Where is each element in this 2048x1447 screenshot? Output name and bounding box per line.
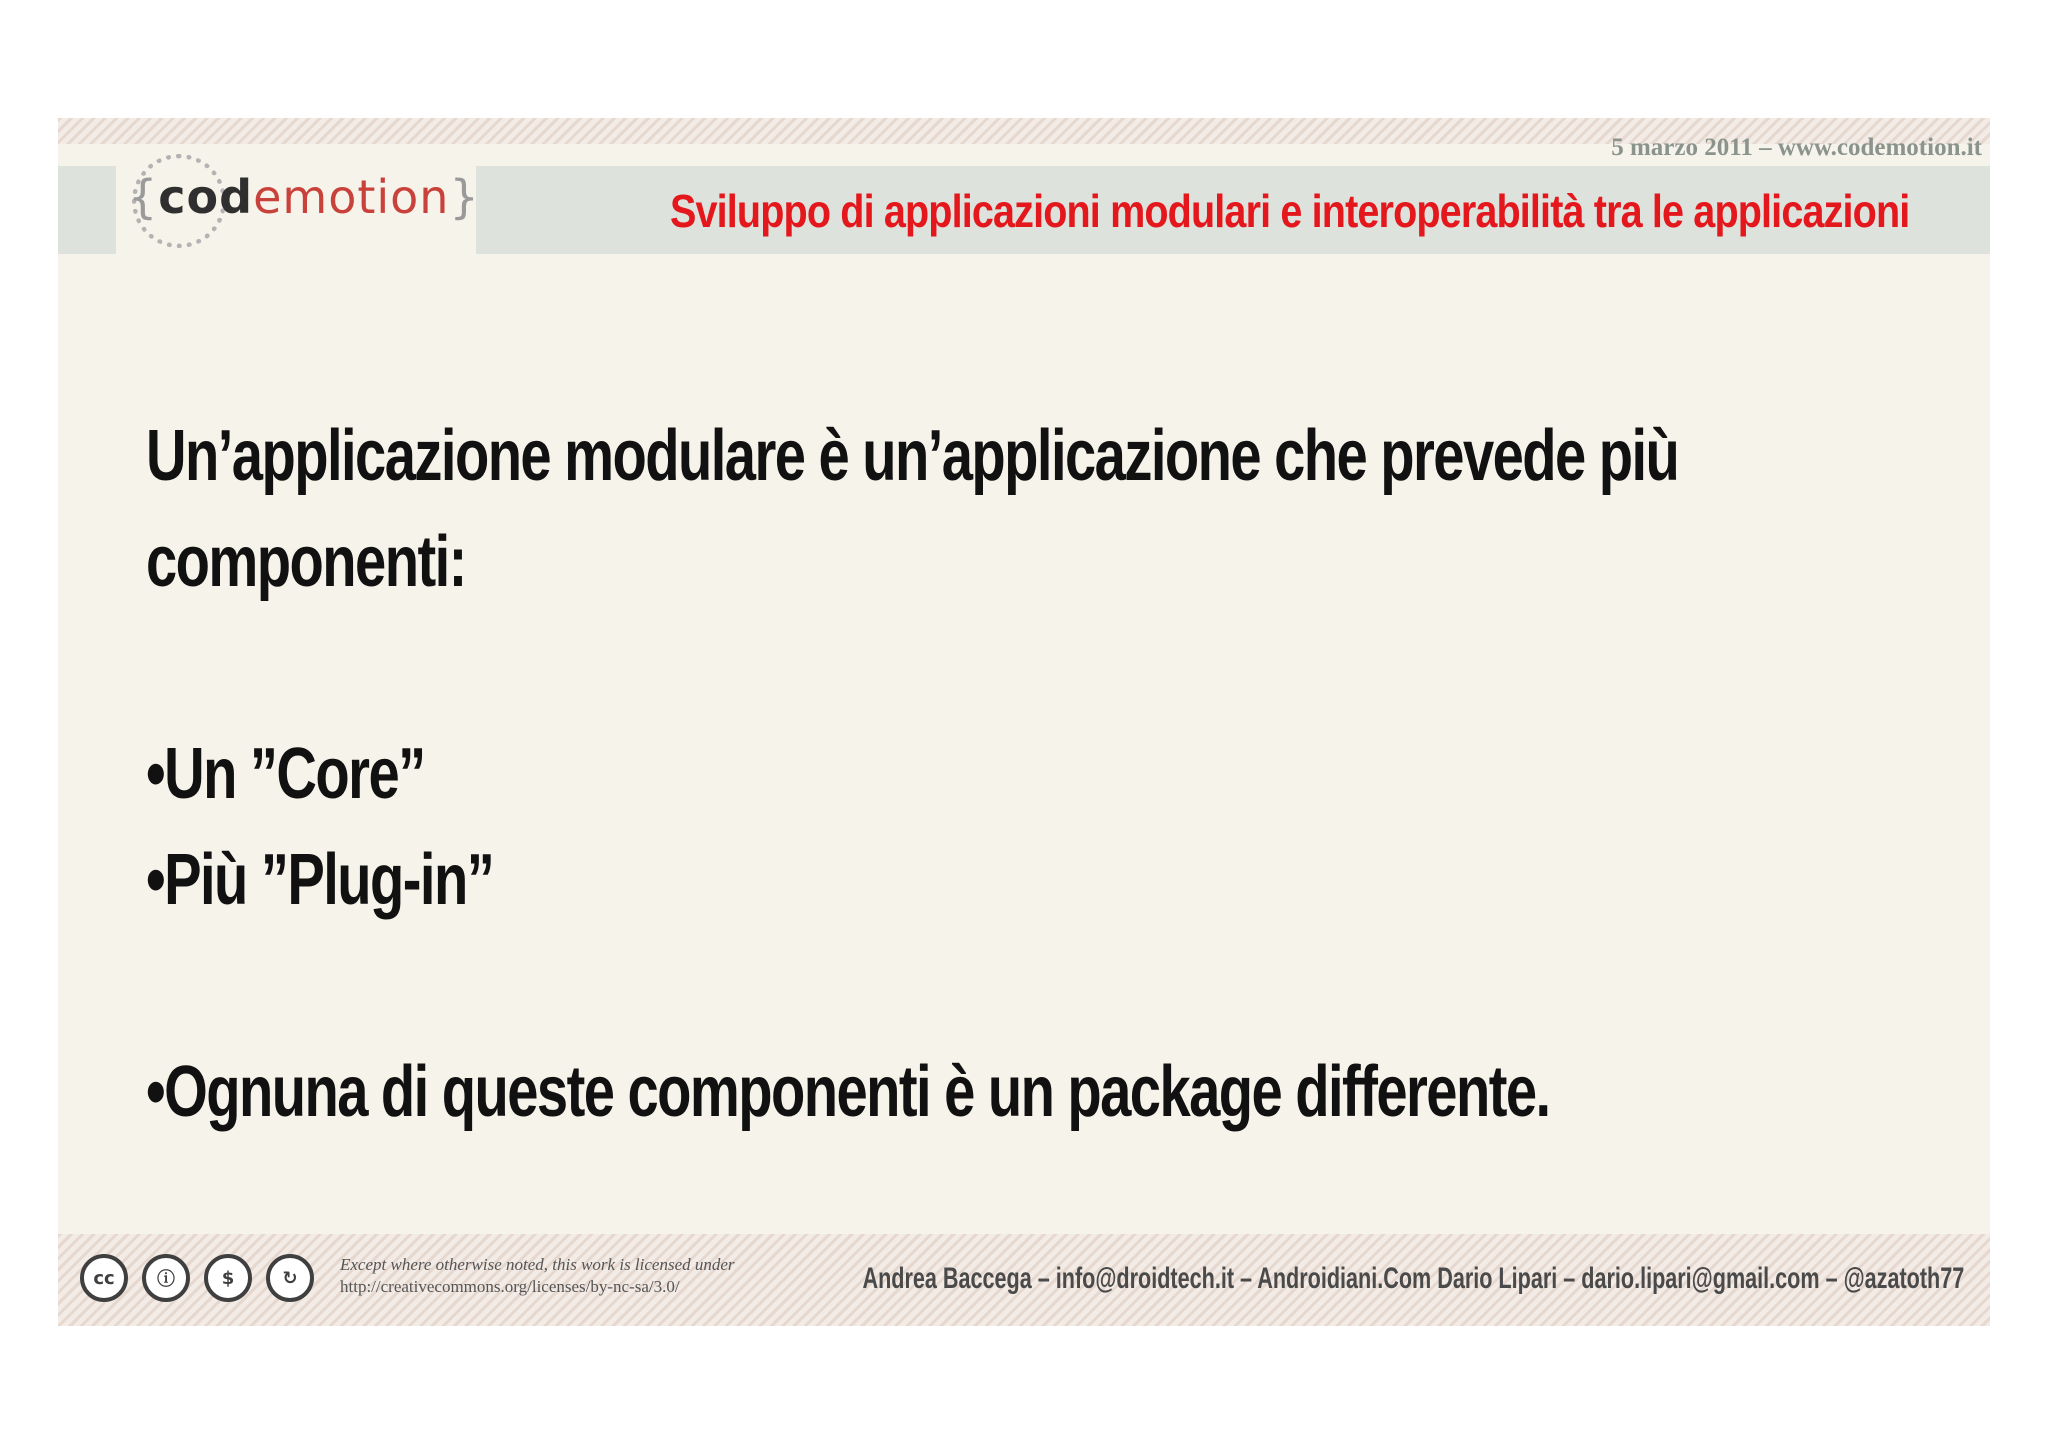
logo-emotion: emotion [253, 170, 450, 224]
bullet-packages: •Ognuna di queste componenti è un package differente. [146, 1052, 1550, 1132]
spacer [146, 615, 1534, 721]
authors-line: Andrea Baccega – info@droidtech.it – Androidiani.Com Dario Lipari – dario.lipari@gmail.com – @azatoth77 [862, 1262, 1964, 1295]
cc-license-icons [80, 1254, 314, 1302]
logo-code: cod [158, 170, 254, 224]
slide-content [146, 403, 1679, 1145]
logo-text [128, 170, 480, 224]
codemotion-logo [116, 148, 480, 266]
bullet-core: •Un ”Core” [146, 734, 425, 814]
cc-icon: cc [80, 1254, 128, 1302]
slide-title: Sviluppo di applicazioni modulari e interoperabilità tra le applicazioni [670, 185, 1910, 237]
by-attribution-icon: ⓘ [142, 1254, 190, 1302]
spacer [146, 933, 1534, 1039]
sa-sharealike-icon: ↻ [266, 1254, 314, 1302]
logo-brace-close: } [449, 170, 480, 224]
date-line: 5 marzo 2011 – www.codemotion.it [1611, 134, 1982, 161]
footer [58, 1234, 1990, 1326]
slide [58, 118, 1990, 1326]
license-text: Except where otherwise noted, this work is licensed under [340, 1255, 735, 1274]
bullet-plugin: •Più ”Plug-in” [146, 840, 494, 920]
license-url[interactable]: http://creativecommons.org/licenses/by-nc-sa/3.0/ [340, 1277, 680, 1296]
nc-noncommercial-icon: $ [204, 1254, 252, 1302]
intro-line-2: componenti: [146, 522, 466, 602]
logo-brace-open: { [128, 170, 159, 224]
license-notice [340, 1254, 735, 1298]
intro-line-1: Un’applicazione modulare è un’applicazione che prevede più [146, 416, 1679, 496]
